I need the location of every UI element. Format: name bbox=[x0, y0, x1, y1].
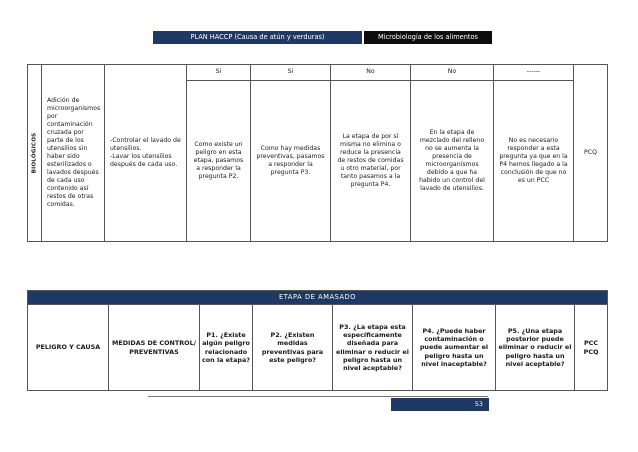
control-measures-text: -Controlar el lavado de utensilios. -Lavar los utensilios después de cada uso. bbox=[110, 136, 181, 169]
explanation-p4: En la etapa de mezclado del relleno no se aumenta la presencia de microorganismos debido a que ha habido un control del lavado de utensilios. bbox=[411, 81, 494, 242]
page-number: 53 bbox=[391, 398, 489, 411]
question-p4: P4. ¿Puede haber contaminación o puede aumentar el peligro hasta un nivel inaceptable? bbox=[413, 305, 496, 391]
hazard-category-cell bbox=[28, 65, 42, 242]
explanation-p3: La etapa de por sí misma no elimina o reduce la presencia de restos de comidas u otro material, por tanto pasamos a la pregunta P4. bbox=[331, 81, 411, 242]
pcc-label: PCC bbox=[584, 339, 599, 348]
question-p1: P1. ¿Existe algún peligro relacionado con la etapa? bbox=[200, 305, 253, 391]
hazard-category-label: BIOLÓGICOS bbox=[30, 132, 37, 174]
stage-title: ETAPA DE AMASADO bbox=[28, 291, 608, 305]
answer-p3: No bbox=[331, 65, 411, 81]
explanation-p1: Como existe un peligro en esta etapa, pasamos a responder la pregunta P2. bbox=[187, 81, 251, 242]
hazard-cause-cell: Adición de microorganismos por contaminación cruzada por parte de los utensilios sin haber sido esterilizados o lavados después de cada uso contenido así restos de otras comidas. bbox=[42, 65, 105, 242]
explanation-p2: Como hay medidas preventivas, pasamos a responder la pregunta P3. bbox=[251, 81, 331, 242]
footer-divider bbox=[148, 396, 488, 397]
column-hazard-cause: PELIGRO Y CAUSA bbox=[28, 305, 109, 391]
question-p5: P5. ¿Una etapa posterior puede eliminar o reducir el peligro hasta un nivel aceptable? bbox=[496, 305, 575, 391]
haccp-analysis-table bbox=[27, 64, 608, 242]
explanation-p5: No es necesario responder a esta pregunta ya que en la P4 hemos llegado a la conclusión de que no es un PCC bbox=[494, 81, 574, 242]
answer-p4: No bbox=[411, 65, 494, 81]
header-title: PLAN HACCP (Causa de atún y verduras) bbox=[153, 31, 362, 44]
answer-p2: Si bbox=[251, 65, 331, 81]
answer-p1: Si bbox=[187, 65, 251, 81]
pcq-label: PCQ bbox=[583, 347, 599, 356]
question-p3: P3. ¿La etapa esta específicamente diseñada para eliminar o reducir el peligro hasta un nivel aceptable? bbox=[333, 305, 413, 391]
column-control-measures: MEDIDAS DE CONTROL/ PREVENTIVAS bbox=[109, 305, 200, 391]
control-measures-cell bbox=[105, 65, 187, 242]
pcc-result-cell: PCQ bbox=[574, 65, 608, 242]
answer-p5: ------ bbox=[494, 65, 574, 81]
column-pcc bbox=[575, 305, 608, 391]
question-p2: P2. ¿Existen medidas preventivas para este peligro? bbox=[253, 305, 333, 391]
header-subject: Microbiología de los alimentos bbox=[364, 31, 492, 44]
amasado-stage-table bbox=[27, 290, 608, 391]
